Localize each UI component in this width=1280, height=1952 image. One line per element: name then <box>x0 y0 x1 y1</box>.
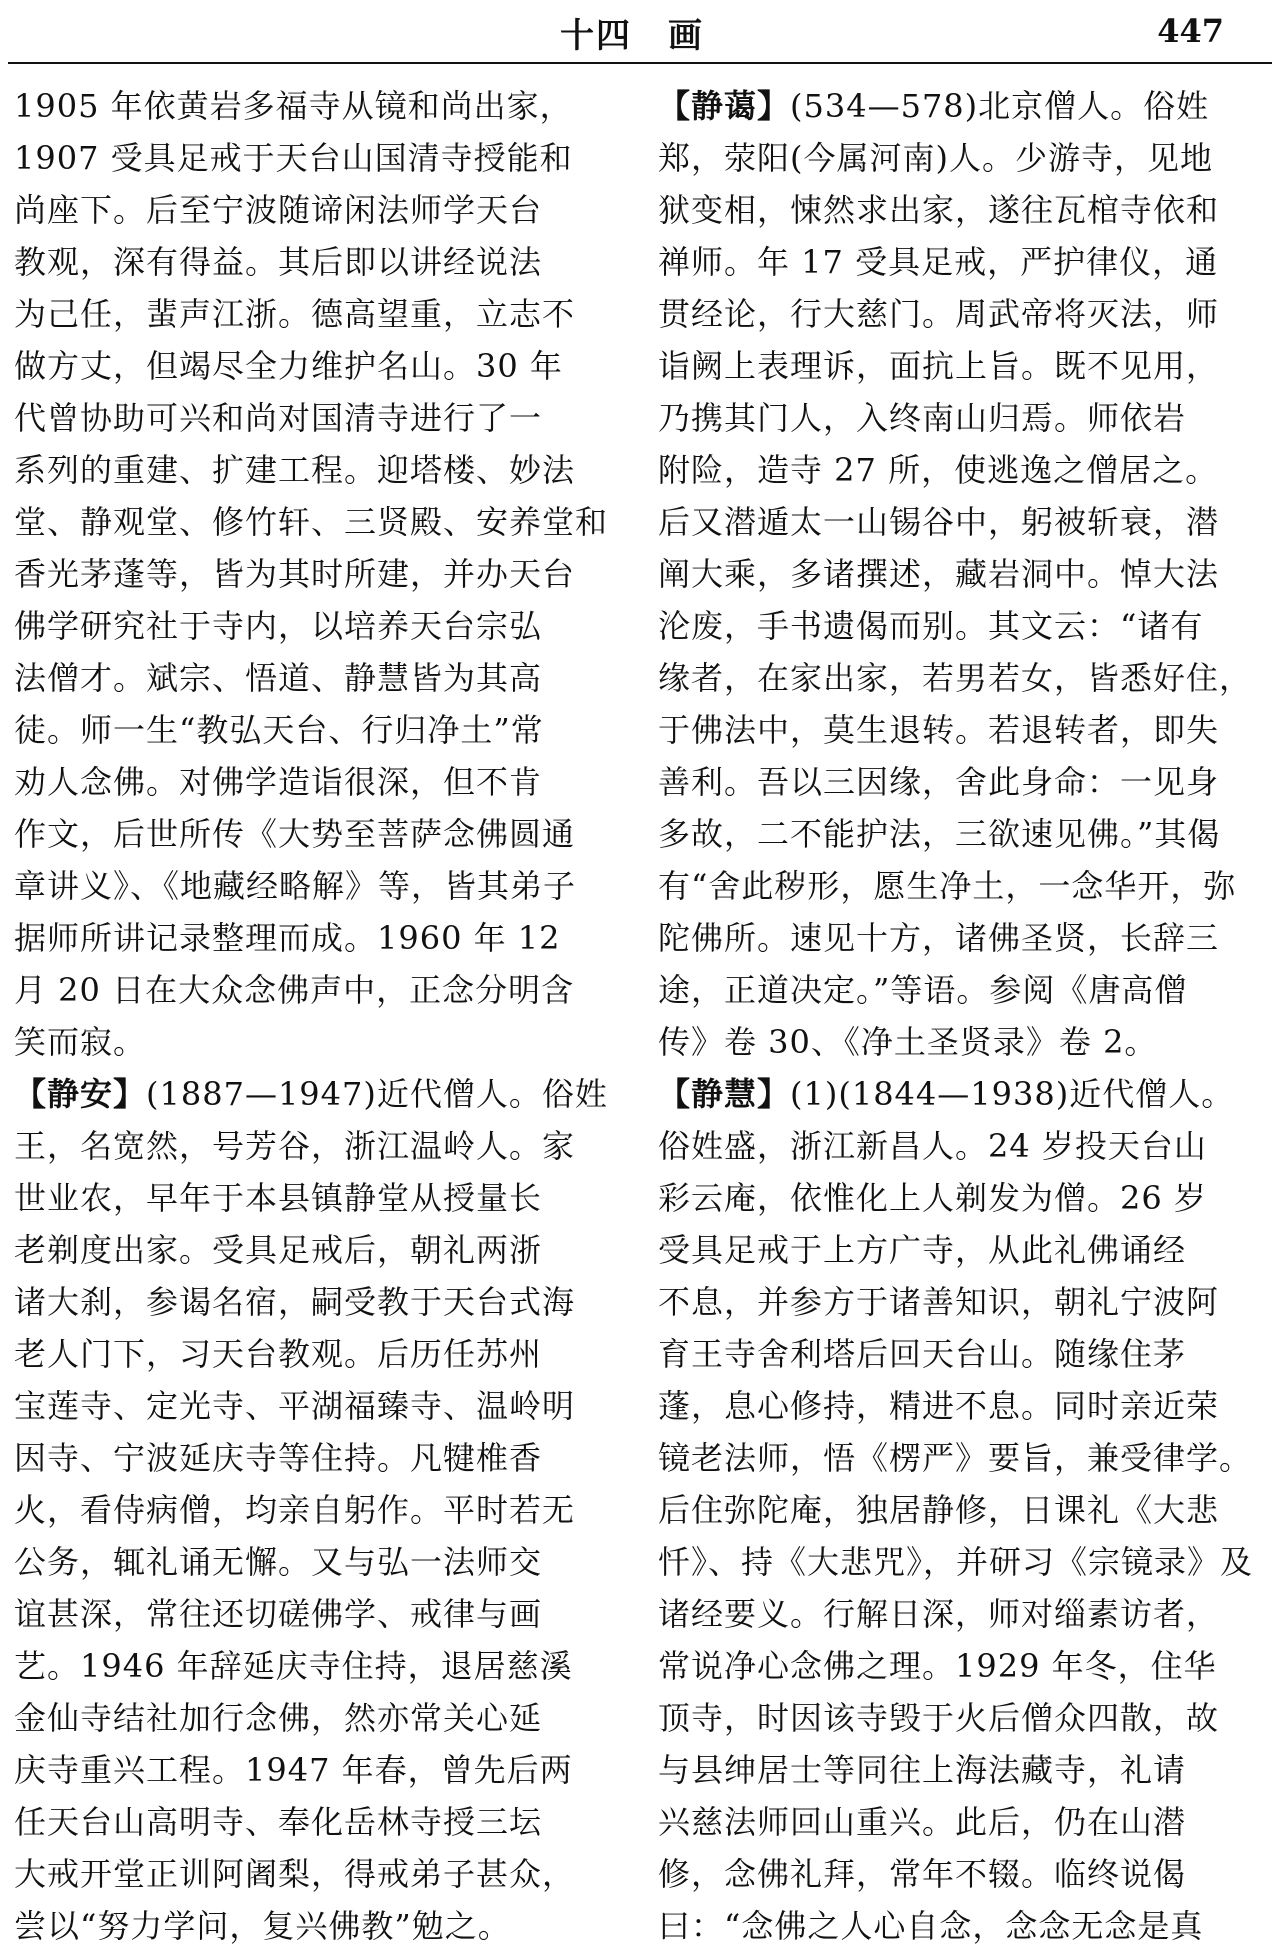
text-line: 世业农，早年于本县镇静堂从授量长 <box>14 1179 543 1217</box>
text-line: 善利。吾以三因缘，舍此身命：一见身 <box>658 763 1220 801</box>
text-line: 育王寺舍利塔后回天台山。随缘住茅 <box>658 1335 1187 1373</box>
entry-headword: 【静慧】 <box>658 1075 791 1113</box>
text-line: 后又潜遁太一山锡谷中，躬被斩衰，潜 <box>658 503 1220 541</box>
text-line: 因寺、宁波延庆寺等住持。凡犍椎香 <box>14 1439 543 1477</box>
text-line: 曰：“念佛之人心自念，念念无念是真 <box>658 1907 1204 1945</box>
text-line: 有“舍此秽形，愿生净土，一念华开，弥 <box>658 867 1237 905</box>
text-line: 与县绅居士等同往上海法藏寺，礼请 <box>658 1751 1187 1789</box>
text-line: 1907 受具足戒于天台山国清寺授能和 <box>14 139 573 177</box>
text-line: 月 20 日在大众念佛声中，正念分明含 <box>14 971 575 1009</box>
text-line: 沦废，手书遗偈而别。其文云：“诸有 <box>658 607 1204 645</box>
text-line: 据师所讲记录整理而成。1960 年 12 <box>14 919 561 957</box>
text-line: 章讲义》、《地藏经略解》等，皆其弟子 <box>14 867 577 905</box>
text-line: 【静慧】(1)(1844—1938)近代僧人。 <box>658 1075 1235 1113</box>
text-line: 法僧才。斌宗、悟道、静慧皆为其高 <box>14 659 543 697</box>
text-line: 尝以“努力学问，复兴佛教”勉之。 <box>14 1907 511 1945</box>
text-line: 庆寺重兴工程。1947 年春，曾先后两 <box>14 1751 573 1789</box>
text-line: 多故，二不能护法，三欲速见佛。”其偈 <box>658 815 1221 853</box>
text-line: 附险，造寺 27 所，使逃逸之僧居之。 <box>658 451 1219 489</box>
text-line: 常说净心念佛之理。1929 年冬，住华 <box>658 1647 1217 1685</box>
text-line: 佛学研究社于寺内，以培养天台宗弘 <box>14 607 543 645</box>
section-title: 十四 画 <box>560 16 704 56</box>
text-line: 大戒开堂正训阿阇梨，得戒弟子甚众， <box>14 1855 576 1893</box>
text-line: 蓬，息心修持，精进不息。同时亲近荣 <box>658 1387 1220 1425</box>
text-line: 做方丈，但竭尽全力维护名山。30 年 <box>14 347 563 385</box>
text-line: 途，正道决定。”等语。参阅《唐高僧 <box>658 971 1188 1009</box>
text-line: 尚座下。后至宁波随谛闲法师学天台 <box>14 191 543 229</box>
text-line: 陀佛所。速见十方，诸佛圣贤，长辞三 <box>658 919 1220 957</box>
text-line: 不息，并参方于诸善知识，朝礼宁波阿 <box>658 1283 1220 1321</box>
text-line: 【静蔼】(534—578)北京僧人。俗姓 <box>658 87 1210 125</box>
text-line: 受具足戒于上方广寺，从此礼佛诵经 <box>658 1231 1187 1269</box>
text-line: 狱变相，悚然求出家，遂往瓦棺寺依和 <box>658 191 1220 229</box>
text-line: 谊甚深，常往还切磋佛学、戒律与画 <box>14 1595 543 1633</box>
text-line: 代曾协助可兴和尚对国清寺进行了一 <box>14 399 543 437</box>
text-line: 缘者，在家出家，若男若女，皆悉好住， <box>658 659 1253 697</box>
text-line: 兴慈法师回山重兴。此后，仍在山潜 <box>658 1803 1187 1841</box>
text-line: 徒。师一生“教弘天台、行归净土”常 <box>14 711 544 749</box>
text-line: 郑，荥阳(今属河南)人。少游寺，见地 <box>658 139 1213 177</box>
running-header <box>0 0 1280 68</box>
text-line: 忏》、持《大悲咒》，并研习《宗镜录》及 <box>658 1543 1254 1581</box>
text-line: 艺。1946 年辞延庆寺住持，退居慈溪 <box>14 1647 573 1685</box>
text-line: 任天台山高明寺、奉化岳林寺授三坛 <box>14 1803 543 1841</box>
text-line: 老人门下，习天台教观。后历任苏州 <box>14 1335 543 1373</box>
entry-headword: 【静安】 <box>14 1075 147 1113</box>
text-line: 阐大乘，多诸撰述，藏岩洞中。悼大法 <box>658 555 1220 593</box>
text-line: 教观，深有得益。其后即以讲经说法 <box>14 243 543 281</box>
text-line: 为己任，蜚声江浙。德高望重，立志不 <box>14 295 576 333</box>
text-line: 系列的重建、扩建工程。迎塔楼、妙法 <box>14 451 576 489</box>
entry-headword: 【静蔼】 <box>658 87 791 125</box>
text-line: 香光茅蓬等，皆为其时所建，并办天台 <box>14 555 576 593</box>
text-line: 诣阙上表理诉，面抗上旨。既不见用， <box>658 347 1220 385</box>
text-line: 【静安】(1887—1947)近代僧人。俗姓 <box>14 1075 608 1113</box>
text-line: 劝人念佛。对佛学造诣很深，但不肯 <box>14 763 543 801</box>
text-line: 诸经要义。行解日深，师对缁素访者， <box>658 1595 1220 1633</box>
text-line: 俗姓盛，浙江新昌人。24 岁投天台山 <box>658 1127 1207 1165</box>
text-line: 顶寺，时因该寺毁于火后僧众四散，故 <box>658 1699 1220 1737</box>
text-line: 堂、静观堂、修竹轩、三贤殿、安养堂和 <box>14 503 609 541</box>
text-line: 公务，辄礼诵无懈。又与弘一法师交 <box>14 1543 543 1581</box>
right-column <box>658 80 1270 1952</box>
text-line: 老剃度出家。受具足戒后，朝礼两浙 <box>14 1231 543 1269</box>
text-line: 诸大刹，参谒名宿，嗣受教于天台式海 <box>14 1283 576 1321</box>
text-line: 王，名宽然，号芳谷，浙江温岭人。家 <box>14 1127 576 1165</box>
text-line: 笑而寂。 <box>14 1023 147 1061</box>
text-line: 禅师。年 17 受具足戒，严护律仪，通 <box>658 243 1219 281</box>
text-line: 于佛法中，莫生退转。若退转者，即失 <box>658 711 1220 749</box>
header-rule <box>8 62 1272 64</box>
text-line: 贯经论，行大慈门。周武帝将灭法，师 <box>658 295 1220 333</box>
text-line: 乃携其门人，入终南山归焉。师依岩 <box>658 399 1187 437</box>
text-line: 作文，后世所传《大势至菩萨念佛圆通 <box>14 815 576 853</box>
left-column <box>14 80 626 1952</box>
text-line: 金仙寺结社加行念佛，然亦常关心延 <box>14 1699 543 1737</box>
text-line: 彩云庵，依惟化上人剃发为僧。26 岁 <box>658 1179 1207 1217</box>
text-line: 1905 年依黄岩多福寺从镜和尚出家， <box>14 87 573 125</box>
text-line: 镜老法师，悟《楞严》要旨，兼受律学。 <box>658 1439 1253 1477</box>
text-line: 修，念佛礼拜，常年不辍。临终说偈 <box>658 1855 1187 1893</box>
text-line: 火，看侍病僧，均亲自躬作。平时若无 <box>14 1491 576 1529</box>
text-line: 后住弥陀庵，独居静修，日课礼《大悲 <box>658 1491 1220 1529</box>
text-line: 传》卷 30、《净土圣贤录》卷 2。 <box>658 1023 1158 1061</box>
text-line: 宝莲寺、定光寺、平湖福臻寺、温岭明 <box>14 1387 576 1425</box>
page-number: 447 <box>1157 12 1224 50</box>
